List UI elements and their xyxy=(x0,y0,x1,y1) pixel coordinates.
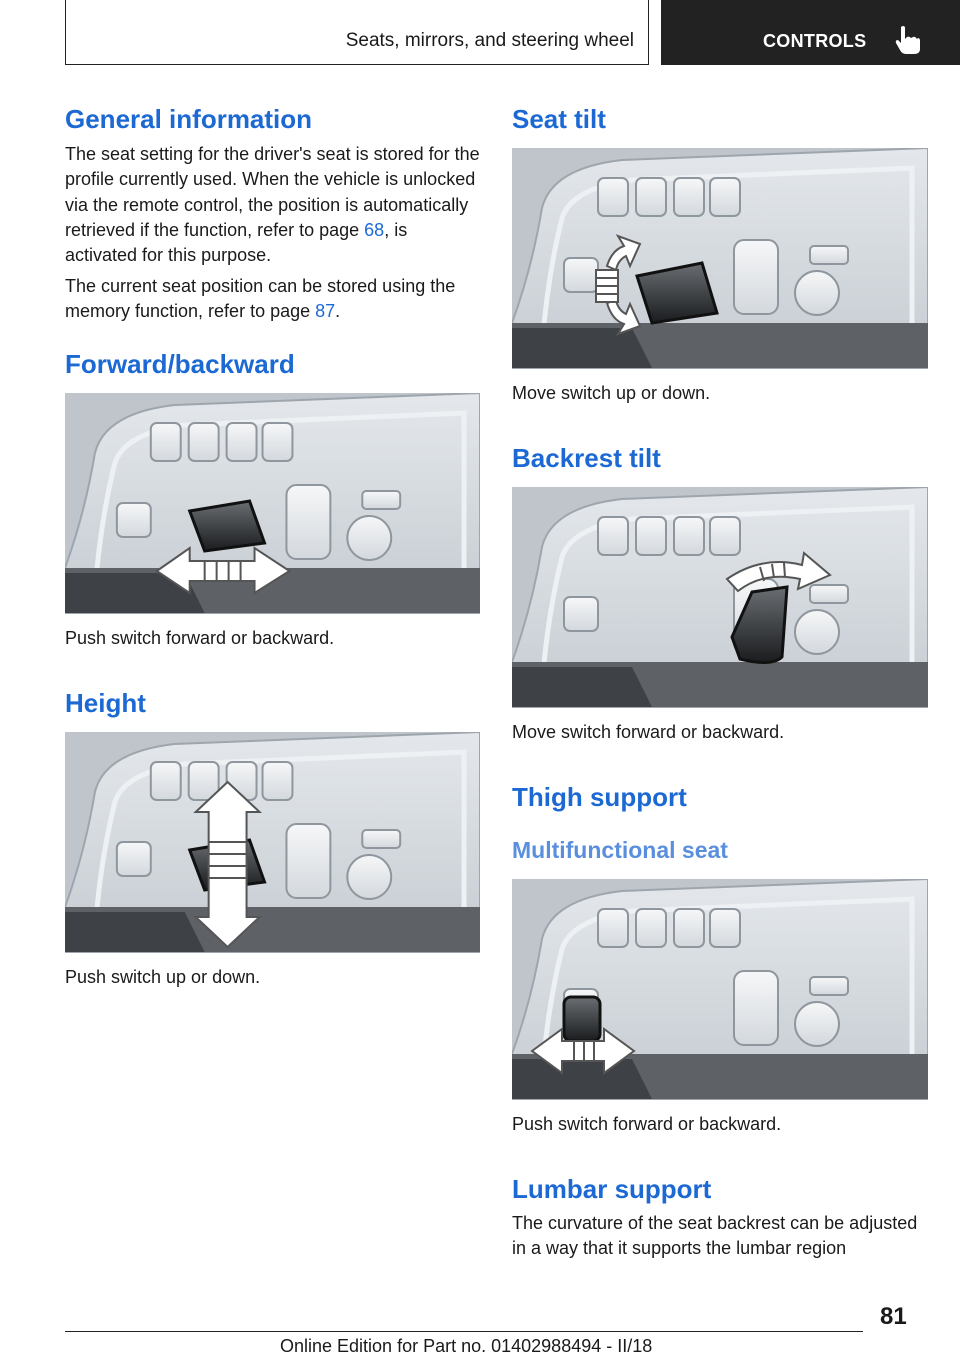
footer-divider xyxy=(65,1331,863,1332)
thigh-support-caption: Push switch forward or backward. xyxy=(512,1114,782,1134)
header-chapter-title: CONTROLS xyxy=(763,31,867,51)
pointing-hand-icon xyxy=(893,25,921,55)
header-chapter-box xyxy=(661,0,960,65)
header-section-title: Seats, mirrors, and steering wheel xyxy=(345,30,634,51)
page-link-68[interactable]: 68 xyxy=(364,219,385,240)
backrest-tilt-heading: Backrest tilt xyxy=(512,443,661,473)
seat-tilt-caption: Move switch up or down. xyxy=(512,383,711,403)
height-heading: Height xyxy=(65,688,146,718)
backrest-tilt-caption: Move switch forward or backward. xyxy=(512,722,785,742)
general-information-paragraph-2: The current seat position can be stored using the memory function, refer to page 87. xyxy=(65,276,456,322)
thigh-support-figure xyxy=(512,879,928,1100)
footer-edition: Online Edition for Part no. 01402988494 - II/18 xyxy=(280,1336,653,1356)
seat-tilt-figure xyxy=(512,148,928,369)
forward-backward-caption: Push switch forward or backward. xyxy=(65,628,335,648)
general-information-heading: General information xyxy=(65,104,313,134)
multifunctional-seat-subheading: Multifunctional seat xyxy=(512,837,728,863)
forward-backward-heading: Forward/backward xyxy=(65,349,295,379)
seat-tilt-heading: Seat tilt xyxy=(512,104,606,134)
thigh-support-heading: Thigh support xyxy=(512,782,687,812)
backrest-tilt-figure xyxy=(512,487,928,708)
general-information-paragraph-1: The seat setting for the driver's seat is stored for the profile currently used. When the vehicle is unlocked via the remote control, the position is automatically retrieved if the function, refer to page 68, is activated for this purpose. xyxy=(65,144,480,266)
height-caption: Push switch up or down. xyxy=(65,967,261,987)
lumbar-support-heading: Lumbar support xyxy=(512,1174,712,1204)
page-link-87[interactable]: 87 xyxy=(315,301,336,322)
page-number: 81 xyxy=(880,1303,907,1330)
header-section-box xyxy=(65,0,649,65)
lumbar-support-paragraph: The curvature of the seat backrest can be adjusted in a way that it supports the lumbar region xyxy=(512,1213,918,1259)
forward-backward-figure xyxy=(65,393,480,614)
height-figure xyxy=(65,732,480,953)
